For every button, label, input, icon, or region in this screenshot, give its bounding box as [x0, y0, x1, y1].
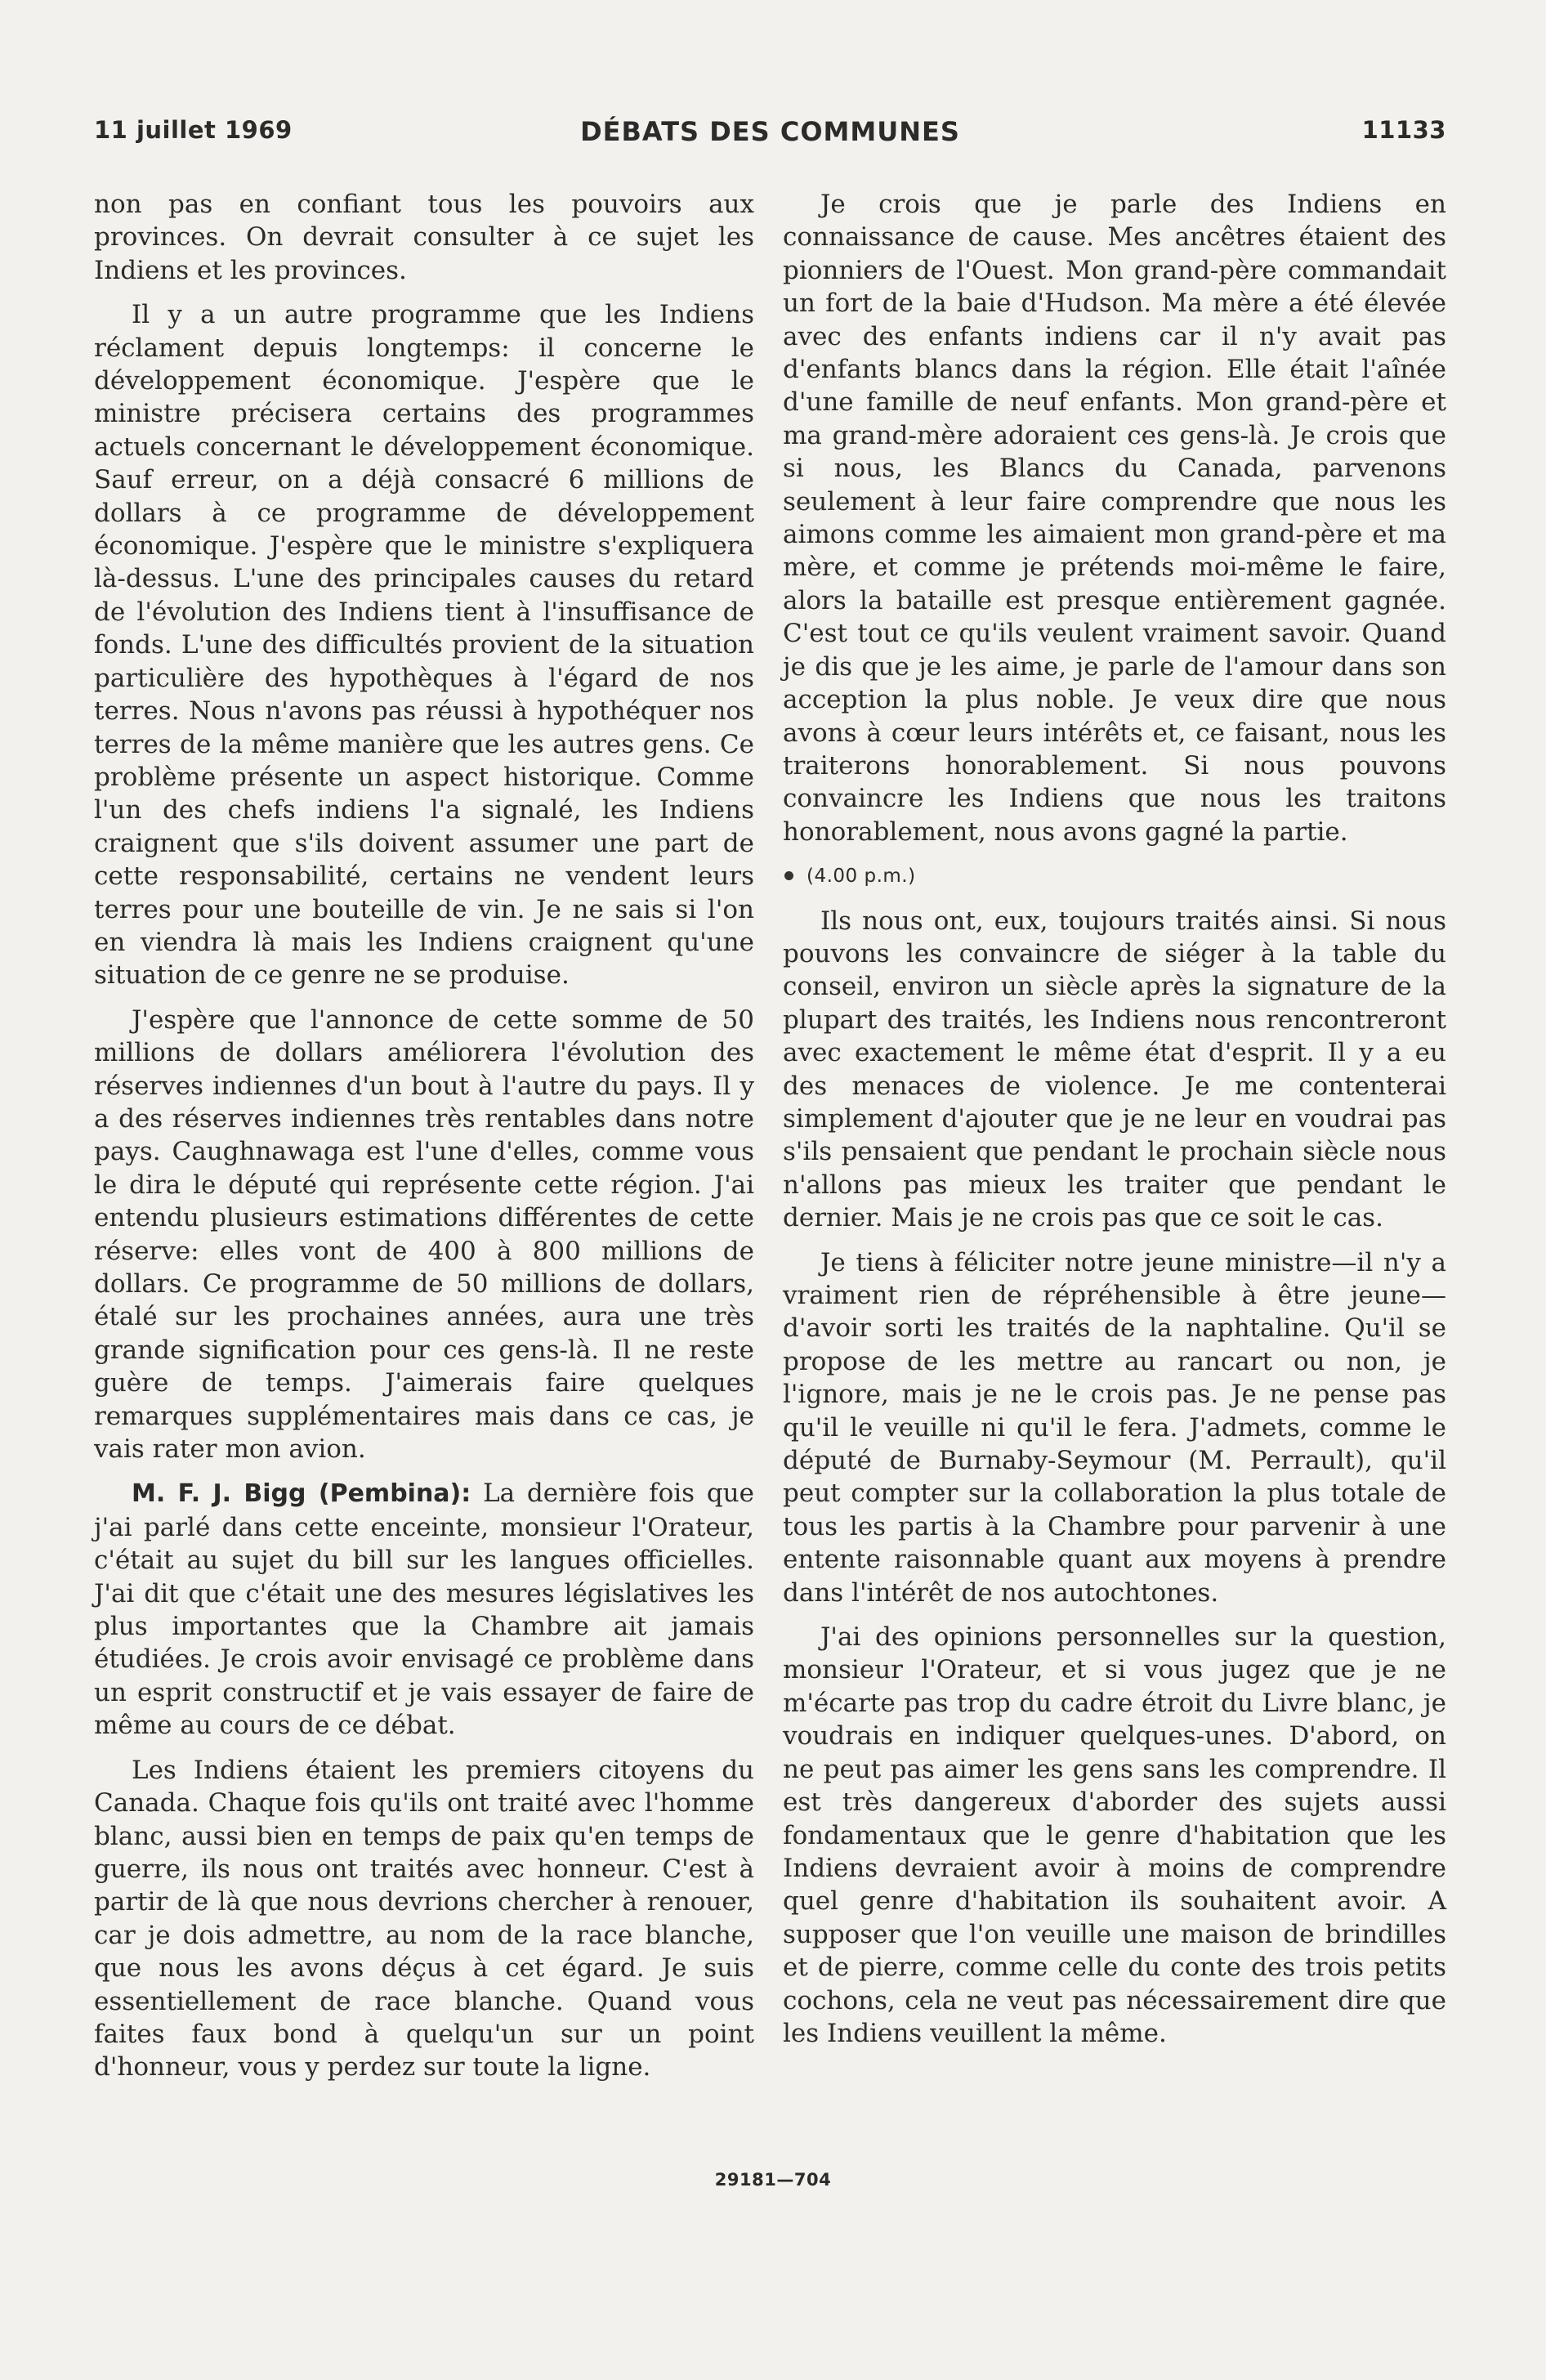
paragraph: J'espère que l'annonce de cette somme de 50 millions de dollars améliorera l'évolution des réserves indiennes d'un bout à l'autre du pays. Il y a des réserves indiennes très rentables dans notre pays. Caughnawaga est l'une d'elles, comme vous le dira le député qui représente cette région. J'ai entendu plusieurs estimations différentes de cette réserve: elles vont de 400 à 800 millions de dollars. Ce programme de 50 millions de dollars, étalé sur les prochaines années, aura une très grande signification pour ces gens-là. Il ne reste guère de temps. J'aimerais faire quelques remarques supplémentaires mais dans ce cas, je vais rater mon avion. [94, 1004, 754, 1465]
paragraph: J'ai des opinions personnelles sur la question, monsieur l'Orateur, et si vous jugez que je ne m'écarte pas trop du cadre étroit du Livre blanc, je voudrais en indiquer quelques-unes. D'abord, on ne peut pas aimer les gens sans les comprendre. Il est très dangereux d'aborder des sujets aussi fondamentaux que le genre d'habitation que les Indiens devraient avoir à moins de comprendre quel genre d'habitation ils souhaitent avoir. A supposer que l'on veuille une maison de brindilles et de pierre, comme celle du conte des trois petits cochons, cela ne veut pas nécessairement dire que les Indiens veuillent la même. [783, 1622, 1446, 2048]
left-column [94, 188, 754, 2096]
page-header [94, 116, 1446, 152]
paragraph: Ils nous ont, eux, toujours traités ainsi. Si nous pouvons les convaincre de siéger à la table du conseil, environ un siècle après la signature de la plupart des traités, les Indiens nous rencontreront avec exactement le même état d'esprit. Il y a eu des menaces de violence. Je me contenterai simplement d'ajouter que je ne leur en voudrai pas s'ils pensaient que pendant le prochain siècle nous n'allons pas mieux les traiter que pendant le dernier. Mais je ne crois pas que ce soit le cas. [783, 906, 1446, 1233]
paragraph: Je tiens à féliciter notre jeune ministre—il n'y a vraiment rien de répréhensible à être jeune—d'avoir sorti les traités de la naphtaline. Qu'il se propose de les mettre au rancart ou non, je l'ignore, mais je ne le crois pas. Je ne pense pas qu'il le veuille ni qu'il le fera. J'admets, comme le député de Burnaby-Seymour (M. Perrault), qu'il peut compter sur la collaboration la plus totale de tous les partis à la Chambre pour parvenir à une entente raisonnable quant aux moyens à prendre dans l'intérêt de nos autochtones. [783, 1247, 1446, 1608]
paragraph: Les Indiens étaient les premiers citoyens du Canada. Chaque fois qu'ils ont traité avec l'homme blanc, aussi bien en temps de paix qu'en temps de guerre, ils nous ont traités avec honneur. C'est à partir de là que nous devrions chercher à renouer, car je dois admettre, au nom de la race blanche, que nous les avons déçus à cet égard. Je suis essentiellement de race blanche. Quand vous faites faux bond à quelqu'un sur un point d'honneur, vous y perdez sur toute la ligne. [94, 1755, 754, 2082]
speaker-text: La dernière fois que j'ai parlé dans cette enceinte, monsieur l'Orateur, c'était au sujet du bill sur les langues officielles. J'ai dit que c'était une des mesures législatives les plus importantes que la Chambre ait jamais étudiées. Je crois avoir envisagé ce problème dans un esprit constructif et je vais essayer de faire de même au cours de ce débat. [94, 1479, 754, 1741]
header-title: DÉBATS DES COMMUNES [580, 116, 960, 147]
paragraph: Je crois que je parle des Indiens en connaissance de cause. Mes ancêtres étaient des pionniers de l'Ouest. Mon grand-père commandait un fort de la baie d'Hudson. Ma mère a été élevée avec des enfants indiens car il n'y avait pas d'enfants blancs dans la région. Elle était l'aînée d'une famille de neuf enfants. Mon grand-père et ma grand-mère adoraient ces gens-là. Je crois que si nous, les Blancs du Canada, parvenons seulement à leur faire comprendre que nous les aimons comme les aimaient mon grand-père et ma mère, et comme je prétends moi-même le faire, alors la bataille est presque entièrement gagnée. C'est tout ce qu'ils veulent vraiment savoir. Quand je dis que je les aime, je parle de l'amour dans son acception la plus noble. Je veux dire que nous avons à cœur leurs intérêts et, ce faisant, nous les traiterons honorablement. Si nous pouvons convaincre les Indiens que nous les traitons honorablement, nous avons gagné la partie. [783, 190, 1446, 847]
time-text: (4.00 p.m.) [807, 866, 916, 888]
paragraph: non pas en confiant tous les pouvoirs aux provinces. On devrait consulter à ce sujet les Indiens et les provinces. [94, 190, 754, 285]
speaker-name: M. F. J. Bigg (Pembina): [132, 1479, 471, 1509]
header-date: 11 juillet 1969 [94, 116, 293, 144]
bullet-icon [784, 871, 793, 880]
time-marker [783, 860, 1446, 892]
paragraph: Il y a un autre programme que les Indiens réclament depuis longtemps: il concerne le développement économique. J'espère que le ministre précisera certains des programmes actuels concernant le développement économique. Sauf erreur, on a déjà consacré 6 millions de dollars à ce programme de développement économique. J'espère que le ministre s'expliquera là-dessus. L'une des principales causes du retard de l'évolution des Indiens tient à l'insuffisance de fonds. L'une des difficultés provient de la situation particulière des hypothèques à l'égard de nos terres. Nous n'avons pas réussi à hypothéquer nos terres de la même manière que les autres gens. Ce problème présente un aspect historique. Comme l'un des chefs indiens l'a signalé, les Indiens craignent que s'ils doivent assumer une part de cette responsabilité, certains ne vendent leurs terres pour une bouteille de vin. Je ne sais si l'on en viendra là mais les Indiens craignent qu'une situation de ce genre ne se produise. [94, 300, 754, 991]
speaker-paragraph [94, 1477, 754, 1742]
header-page-number: 11133 [1361, 116, 1446, 144]
footer-code: 29181—704 [714, 2170, 832, 2190]
page-footer [0, 2170, 1546, 2190]
right-column [783, 188, 1446, 2061]
